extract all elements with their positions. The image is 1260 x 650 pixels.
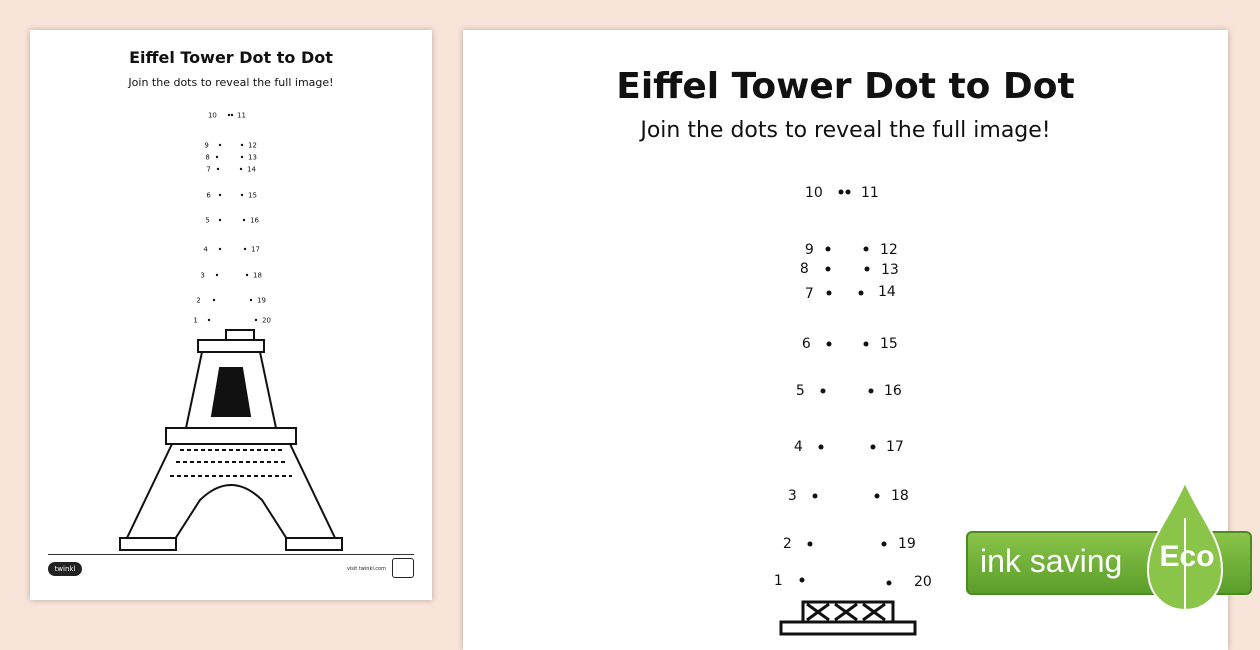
thumbnail-title: Eiffel Tower Dot to Dot <box>129 48 333 67</box>
footer-divider <box>48 554 414 555</box>
dot-label-16: 16 <box>884 382 902 399</box>
twinkl-logo: twinkl <box>48 562 82 576</box>
dot-label-1: 1 <box>773 572 783 589</box>
dot-label-4: 4 <box>793 438 803 455</box>
dot-label-9: 9 <box>804 241 814 258</box>
dot-label-15: 15 <box>248 191 257 200</box>
dot-label-10: 10 <box>804 184 823 201</box>
dot-label-17: 17 <box>886 438 904 455</box>
dot-label-12: 12 <box>880 241 898 258</box>
eiffel-tower-illustration <box>30 30 432 600</box>
thumbnail-subtitle: Join the dots to reveal the full image! <box>128 76 334 89</box>
dot-label-16: 16 <box>250 216 259 225</box>
dot-label-13: 13 <box>881 261 899 278</box>
dot-label-14: 14 <box>878 283 896 300</box>
dot-label-10: 10 <box>207 111 217 120</box>
footer-url: visit twinkl.com <box>346 566 386 572</box>
footer-badge-icon <box>392 558 414 578</box>
dot-label-19: 19 <box>257 296 266 305</box>
dot-label-11: 11 <box>861 184 879 201</box>
dot-label-9: 9 <box>204 141 209 150</box>
dot-label-2: 2 <box>782 535 792 552</box>
dot-label-8: 8 <box>205 153 210 162</box>
dot-label-6: 6 <box>801 335 811 352</box>
worksheet-subtitle: Join the dots to reveal the full image! <box>640 118 1051 143</box>
dot-label-7: 7 <box>206 165 211 174</box>
dot-label-13: 13 <box>248 153 257 162</box>
dot-label-20: 20 <box>262 316 271 325</box>
dot-label-20: 20 <box>914 573 932 590</box>
worksheet-thumbnail[interactable] <box>30 30 432 600</box>
dot-label-5: 5 <box>205 216 210 225</box>
dot-label-14: 14 <box>247 165 256 174</box>
dot-label-17: 17 <box>251 245 260 254</box>
dot-label-4: 4 <box>203 245 208 254</box>
dot-label-15: 15 <box>880 335 898 352</box>
worksheet-title: Eiffel Tower Dot to Dot <box>616 66 1075 107</box>
dot-label-5: 5 <box>795 382 805 399</box>
dot-label-12: 12 <box>248 141 257 150</box>
dot-label-19: 19 <box>898 535 916 552</box>
dot-label-6: 6 <box>206 191 211 200</box>
ink-saving-label: ink saving <box>980 543 1123 579</box>
dot-label-2: 2 <box>196 296 201 305</box>
dot-label-7: 7 <box>804 285 814 302</box>
dot-label-18: 18 <box>253 271 262 280</box>
dot-label-11: 11 <box>237 111 246 120</box>
dot-label-18: 18 <box>891 487 909 504</box>
dot-label-3: 3 <box>200 271 205 280</box>
dot-label-8: 8 <box>799 260 809 277</box>
dot-label-1: 1 <box>193 316 198 325</box>
eco-label: Eco <box>1159 540 1215 573</box>
dot-label-3: 3 <box>787 487 797 504</box>
